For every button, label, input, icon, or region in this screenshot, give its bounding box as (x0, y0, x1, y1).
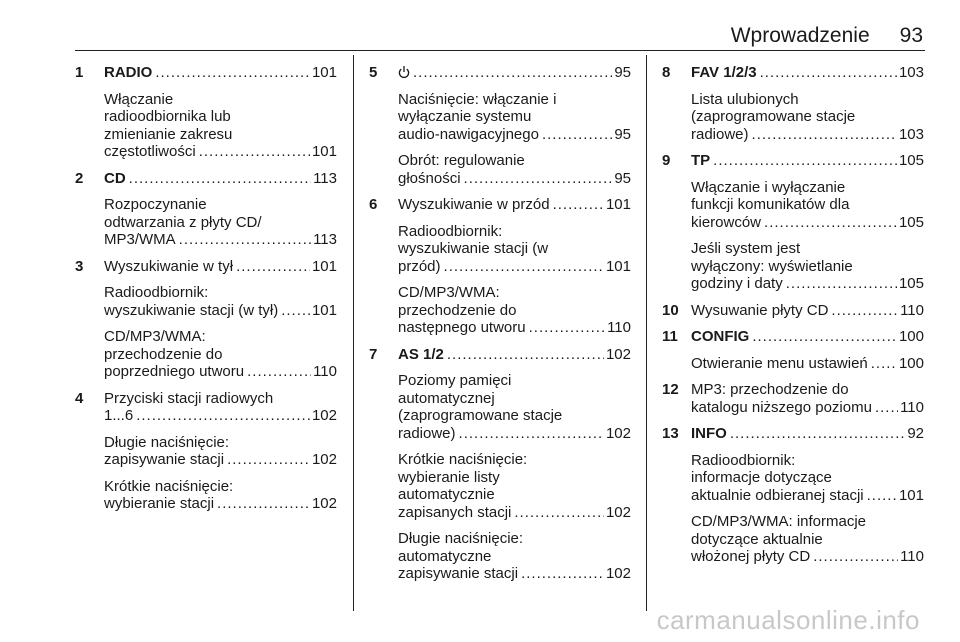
leader-dots (464, 170, 613, 188)
text-line: Poziomy pamięci (398, 372, 512, 389)
text-line: częstotliwości (104, 143, 196, 160)
text-line: zapisywanie stacji (104, 451, 225, 468)
sub-entry (398, 372, 631, 442)
leader-dots (831, 302, 898, 320)
entry-10 (662, 302, 924, 320)
leader-dots (752, 328, 897, 346)
column-divider (646, 55, 647, 611)
entry-3 (75, 258, 337, 381)
text-line: Otwieranie menu ustawień (691, 354, 868, 372)
text-line: radiowe) (398, 424, 456, 442)
text-line: poprzedniego utworu (104, 363, 245, 380)
leader-dots (179, 231, 311, 249)
sub-entry (398, 530, 631, 583)
entry-13 (662, 425, 924, 566)
text-line: wyszukiwanie stacji (w tył) (104, 301, 279, 319)
entry-heading (398, 64, 410, 82)
leader-dots (752, 126, 897, 144)
page-ref: 110 (313, 363, 337, 380)
column-divider (353, 55, 354, 611)
page-ref: 102 (605, 565, 631, 582)
entry-number: 7 (369, 345, 378, 363)
section-title: Wprowadzenie (730, 24, 870, 47)
leader-dots (542, 126, 612, 144)
page-ref: 105 (898, 275, 924, 292)
leader-dots (521, 565, 604, 583)
entry-5 (369, 64, 631, 187)
text-line: Rozpoczynanie (104, 196, 207, 213)
text-line: CD/MP3/WMA: (398, 284, 500, 301)
leader-dots (129, 170, 311, 188)
page-ref: 102 (605, 424, 631, 442)
page-ref: 110 (900, 548, 924, 565)
leader-dots (236, 258, 310, 276)
entry-2 (75, 170, 337, 249)
entry-11 (662, 328, 924, 372)
text-line: Krótkie naciśnięcie: (104, 477, 234, 495)
text-line: radiowe) (691, 125, 749, 143)
entry-number: 13 (662, 425, 679, 442)
sub-entry (398, 152, 631, 187)
page-title-row (731, 24, 923, 48)
page-ref: 110 (900, 301, 924, 319)
entry-number: 3 (75, 257, 84, 275)
text-line: MP3/WMA (104, 231, 176, 248)
text-line: kierowców (691, 213, 762, 231)
column-1 (75, 64, 337, 522)
entry-7 (369, 346, 631, 583)
power-icon (398, 65, 410, 79)
entry-heading: INFO (691, 425, 727, 442)
entry-number: 1 (75, 64, 84, 81)
leader-dots (444, 258, 604, 276)
text-line: audio-nawigacyjnego (398, 125, 539, 143)
text-line: Jeśli system jest (691, 240, 801, 257)
sub-entry (691, 355, 924, 373)
page-ref: 102 (605, 345, 631, 363)
entry-1 (75, 64, 337, 161)
text-line: funkcji komunikatów dla (691, 196, 850, 213)
text-line: radioodbiornika lub (104, 108, 231, 125)
entry-heading: 1...6 (104, 407, 134, 424)
leader-dots (553, 196, 604, 214)
leader-dots (730, 425, 905, 443)
leader-dots (199, 143, 310, 161)
entry-6 (369, 196, 631, 337)
entry-number: 6 (369, 196, 378, 213)
text-line: automatyczne (398, 547, 492, 565)
text-line: zapisywanie stacji (398, 565, 519, 582)
sub-entry (104, 91, 337, 161)
text-line: zmienianie zakresu (104, 125, 233, 143)
entry-heading: Przyciski stacji radiowych (104, 389, 274, 407)
text-line: wybieranie stacji (104, 495, 215, 512)
column-3 (662, 64, 924, 575)
text-line: następnego utworu (398, 319, 526, 336)
entry-heading: CONFIG (691, 328, 750, 345)
text-line: automatycznej (398, 389, 495, 407)
sub-entry (104, 478, 337, 513)
page-ref: 105 (898, 152, 924, 169)
page-ref: 100 (898, 354, 924, 372)
text-line: Radioodbiornik: (691, 451, 796, 469)
page-ref: 100 (898, 328, 924, 345)
leader-dots (459, 425, 604, 443)
page-ref: 103 (898, 64, 924, 81)
text-line: Długie naciśnięcie: (104, 433, 230, 451)
entry-4 (75, 390, 337, 513)
sub-entry (691, 513, 924, 566)
entry-heading: FAV 1/2/3 (691, 64, 757, 81)
text-line: wyłączony: wyświetlanie (691, 257, 853, 275)
page-ref: 102 (311, 407, 337, 424)
leader-dots (764, 214, 897, 232)
page-ref: 102 (311, 451, 337, 468)
entry-number: 2 (75, 169, 84, 187)
text-line: przód) (398, 257, 441, 275)
text-line: zapisanych stacji (398, 503, 512, 521)
leader-dots (514, 504, 604, 522)
sub-entry (691, 91, 924, 144)
text-line: Lista ulubionych (691, 90, 799, 108)
entry-heading: TP (691, 152, 711, 169)
text-line: CD/MP3/WMA: informacje (691, 513, 867, 530)
entry-number: 4 (75, 389, 84, 407)
leader-dots (227, 451, 310, 469)
sub-entry (104, 434, 337, 469)
text-line: wyszukiwanie stacji (w (398, 240, 549, 257)
entry-12 (662, 381, 924, 416)
sub-entry (104, 328, 337, 381)
entry-number: 5 (369, 64, 378, 81)
text-line: Obrót: regulowanie (398, 152, 525, 169)
text-line: Włączanie (104, 90, 174, 108)
sub-entry (398, 91, 631, 144)
page-ref: 95 (614, 64, 631, 81)
text-line: Krótkie naciśnięcie: (398, 451, 528, 468)
page-ref: 92 (907, 425, 924, 442)
entry-heading: RADIO (104, 64, 153, 81)
entry-number: 10 (662, 301, 679, 319)
text-line: włożonej płyty CD (691, 548, 811, 565)
entry-number: 8 (662, 64, 671, 81)
page-ref: 113 (313, 169, 337, 187)
text-line: wyłączanie systemu (398, 108, 532, 125)
leader-dots (813, 548, 898, 566)
entry-heading: Wysuwanie płyty CD (691, 301, 829, 319)
text-line: Radioodbiornik: (398, 222, 503, 240)
page-ref: 95 (614, 169, 631, 187)
text-line: przechodzenie do (104, 345, 223, 363)
text-line: (zaprogramowane stacje (691, 108, 856, 125)
text-line: wybieranie listy (398, 468, 500, 486)
page-ref: 101 (311, 143, 337, 160)
entry-number: 11 (662, 328, 678, 345)
text-line: Radioodbiornik: (104, 284, 209, 301)
text-line: Włączanie i wyłączanie (691, 178, 846, 196)
sub-entry (104, 284, 337, 319)
sub-entry (398, 223, 631, 276)
leader-dots (413, 64, 612, 82)
page-ref: 102 (311, 495, 337, 512)
page-ref: 95 (614, 125, 631, 143)
leader-dots (760, 64, 897, 82)
text-line: Naciśnięcie: włączanie i (398, 90, 557, 108)
text-line: odtwarzania z płyty CD/ (104, 213, 262, 231)
page-ref: 101 (605, 196, 631, 213)
entry-heading: MP3: przechodzenie do (691, 381, 849, 398)
entry-heading: katalogu niższego poziomu (691, 398, 872, 416)
sub-entry (398, 451, 631, 521)
sub-entry (104, 196, 337, 249)
text-line: CD/MP3/WMA: (104, 328, 206, 345)
text-line: dotyczące aktualnie (691, 530, 823, 548)
leader-dots (871, 355, 897, 373)
leader-dots (786, 275, 897, 293)
page-ref: 101 (898, 486, 924, 504)
entry-number: 12 (662, 381, 679, 398)
page-ref: 102 (605, 503, 631, 521)
header-divider (75, 50, 925, 51)
leader-dots (875, 399, 898, 417)
leader-dots (136, 407, 310, 425)
leader-dots (217, 495, 310, 513)
entry-heading: Wyszukiwanie w tył (104, 257, 234, 275)
leader-dots (867, 487, 897, 505)
text-line: automatycznie (398, 486, 495, 503)
column-2 (369, 64, 631, 592)
text-line: aktualnie odbieranej stacji (691, 486, 864, 504)
leader-dots (247, 363, 311, 381)
sub-entry (398, 284, 631, 337)
entry-heading: AS 1/2 (398, 345, 444, 363)
page-ref: 101 (311, 301, 337, 319)
page-ref: 105 (898, 213, 924, 231)
entry-9 (662, 152, 924, 293)
text-line: informacje dotyczące (691, 469, 832, 486)
leader-dots (529, 319, 605, 337)
watermark: carmanualsonline.info (656, 605, 920, 635)
leader-dots (281, 302, 310, 320)
text-line: godziny i daty (691, 275, 783, 292)
leader-dots (447, 346, 604, 364)
leader-dots (713, 152, 897, 170)
entry-heading: Wyszukiwanie w przód (398, 196, 550, 213)
entry-heading: CD (104, 169, 126, 187)
leader-dots (155, 64, 310, 82)
page-ref: 110 (900, 398, 924, 416)
sub-entry (691, 179, 924, 232)
page-number: 93 (899, 24, 923, 47)
page-ref: 101 (311, 257, 337, 275)
page-ref: 101 (605, 257, 631, 275)
text-line: przechodzenie do (398, 301, 517, 319)
page-ref: 103 (898, 125, 924, 143)
text-line: Długie naciśnięcie: (398, 530, 524, 547)
page-ref: 101 (311, 64, 337, 81)
page-ref: 113 (313, 231, 337, 248)
page-ref: 110 (607, 319, 631, 336)
entry-number: 9 (662, 152, 671, 169)
text-line: (zaprogramowane stacje (398, 407, 563, 424)
sub-entry (691, 452, 924, 505)
text-line: głośności (398, 169, 461, 187)
entry-8 (662, 64, 924, 143)
sub-entry (691, 240, 924, 293)
